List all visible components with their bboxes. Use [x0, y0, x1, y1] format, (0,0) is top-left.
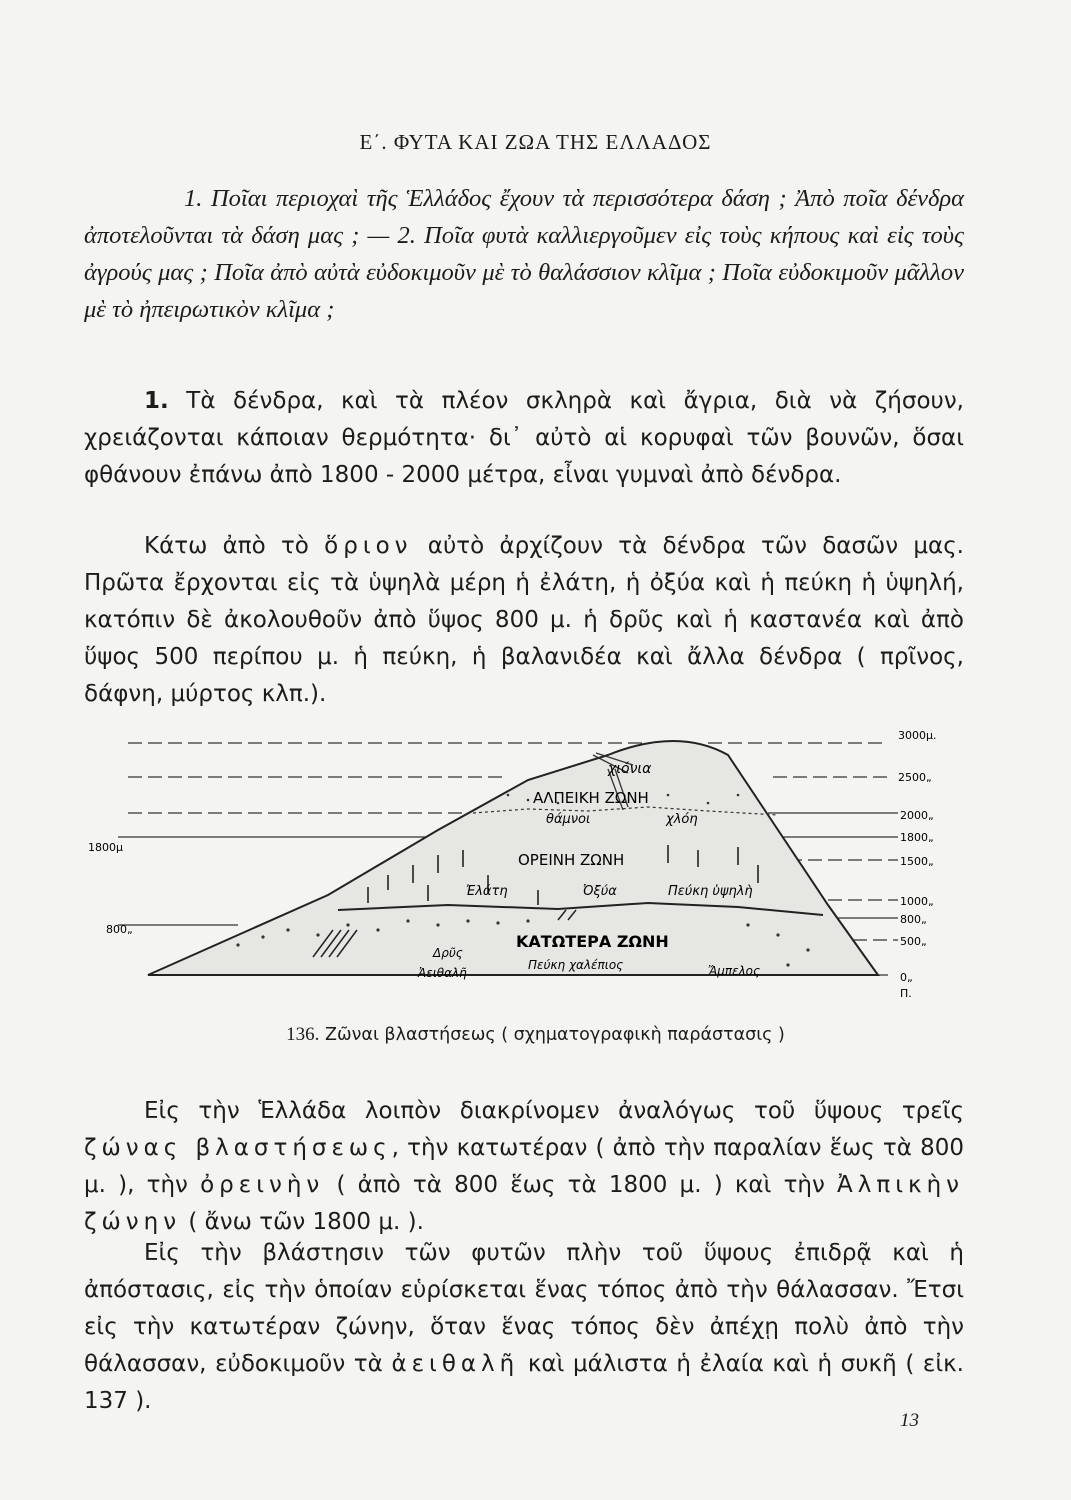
page-number: 13 — [900, 1410, 919, 1431]
emphasis-spaced: ὅριον — [324, 533, 413, 559]
snow-label: χιόνια — [608, 761, 652, 777]
left-label-1800: 1800μ — [88, 841, 123, 854]
aeithali-label: Ἀειθαλῆ — [418, 966, 467, 980]
caption-text: Ζῶναι βλαστήσεως ( σχηματογραφικὴ παράστασις ) — [324, 1025, 785, 1045]
caption-number: 136. — [286, 1024, 320, 1045]
lower-zone-label: ΚΑΤΩΤΕΡΑ ΖΩΝΗ — [516, 932, 669, 951]
paragraph-2 — [84, 528, 964, 713]
alt-label-unit: Π. — [900, 987, 912, 1000]
ampelos-label: Ἄμπελος — [708, 964, 761, 978]
alt-label-2000: 2000„ — [900, 809, 934, 822]
paragraph-3-text-b: , τὴν κατωτέραν ( ἀπὸ τὴν παραλίαν ἕως τὰ 800 μ. ), τὴν — [84, 1135, 964, 1198]
peuki-chalepios-label: Πεύκη χαλέπιος — [528, 958, 624, 972]
chloe-label: χλόη — [666, 812, 698, 827]
questions-text: 1. Ποῖαι περιοχαὶ τῆς Ἑλλάδος ἔχουν τὰ περισσότερα δάση ; Ἀπὸ ποῖα δένδρα ἀποτελοῦνται τὰ δάση μας ; — 2. Ποῖα φυτὰ καλλιεργοῦμεν εἰς τοὺς κήπους καὶ εἰς τοὺς ἀγρούς μας ; Ποῖα ἀπὸ αὐτὰ εὐδοκιμοῦν μὲ τὸ θαλάσσιον κλῖμα ; Ποῖα εὐδοκιμοῦν μᾶλλον μὲ τὸ ἠπειρωτικὸν κλῖμα ; — [84, 185, 964, 323]
alt-label-1000: 1000„ — [900, 895, 934, 908]
elati-label: Ἐλάτη — [466, 884, 508, 899]
mountain-outline — [148, 741, 878, 975]
paragraph-4-text-a: Εἰς τὴν βλάστησιν τῶν φυτῶν πλὴν τοῦ ὕψους ἐπιδρᾷ καὶ ἡ ἀπόστασις, εἰς τὴν ὁποίαν εὑρίσκεται ἕνας τόπος ἀπὸ τὴν θάλασσαν. Ἔτσι εἰς τὴν κατωτέραν ζώνην, ὅταν ἕνας τόπος δὲν ἀπέχῃ πολὺ ἀπὸ τὴν θάλασσαν, εὐδοκιμοῦν τὰ — [84, 1240, 964, 1377]
paragraph-2-text-b: αὐτὸ ἀρχίζουν τὰ δένδρα τῶν δασῶν μας. Πρῶτα ἔρχονται εἰς τὰ ὑψηλὰ μέρη ἡ ἐλάτη, ἡ ὀξύα καὶ ἡ πεύκη ἡ ὑψηλή, κατόπιν δὲ ἀκολουθοῦν ἀπὸ ὕψος 800 μ. ἡ δρῦς καὶ ἡ καστανέα καὶ ἀπὸ ὕψος 500 περίπου μ. ἡ πεύκη, ἡ βαλανιδέα καὶ ἄλλα δένδρα ( πρῖνος, δάφνη, μύρτος κλπ.). — [84, 533, 964, 707]
alt-label-500: 500„ — [900, 935, 927, 948]
paragraph-1-text: Τὰ δένδρα, καὶ τὰ πλέον σκληρὰ καὶ ἄγρια, διὰ νὰ ζήσουν, χρειάζονται κάποιαν θερμότητα· δι᾽ αὐτὸ αἱ κορυφαὶ τῶν βουνῶν, ὅσαι φθάνουν ἐπάνω ἀπὸ 1800 - 2000 μέτρα, εἶναι γυμναὶ ἀπὸ δένδρα. — [84, 388, 964, 488]
chapter-title: Ε΄. ΦΥΤΑ ΚΑΙ ΖΩΑ ΤΗΣ ΕΛΛΑΔΟΣ — [359, 130, 712, 154]
alt-label-1500: 1500„ — [900, 855, 934, 868]
alt-label-3000: 3000μ. — [898, 729, 937, 742]
thamnoi-label: θάμνοι — [546, 812, 591, 827]
alt-label-0: 0„ — [900, 971, 913, 984]
left-label-800: 800„ — [106, 923, 133, 936]
mountain-zone-label: ΟΡΕΙΝΗ ΖΩΝΗ — [518, 851, 625, 869]
paragraph-number: 1. — [144, 388, 169, 414]
paragraph-3-text-c: ( ἀπὸ τὰ 800 ἕως τὰ 1800 μ. ) καὶ τὴν — [336, 1172, 825, 1198]
paragraph-3 — [84, 1093, 964, 1241]
emphasis-alpine: Ἀλπικὴν ζώνην — [84, 1172, 965, 1235]
paragraph-4 — [84, 1235, 964, 1420]
alpine-zone-label: ΑΛΠΕΙΚΗ ΖΩΝΗ — [533, 789, 649, 807]
paragraph-1 — [84, 383, 964, 494]
paragraph-3-text-a: Εἰς τὴν Ἑλλάδα λοιπὸν διακρίνομεν ἀναλόγως τοῦ ὕψους τρεῖς — [144, 1098, 964, 1124]
figure-caption — [0, 1024, 1071, 1046]
alt-label-2500: 2500„ — [898, 771, 932, 784]
review-questions — [84, 180, 964, 328]
emphasis-oreini: ὀρεινὴν — [200, 1172, 325, 1198]
emphasis-aeithali: ἀειθαλῆ — [391, 1351, 520, 1377]
vegetation-zones-diagram — [88, 725, 968, 1025]
alt-label-1800: 1800„ — [900, 831, 934, 844]
paragraph-4-text-b: καὶ μάλιστα ἡ ἐλαία καὶ ἡ συκῆ ( εἰκ. 137 ). — [84, 1351, 964, 1414]
paragraph-2-text-a: Κάτω ἀπὸ τὸ — [144, 533, 309, 559]
emphasis-zones: ζώνας βλαστήσεως — [84, 1135, 392, 1161]
drys-label: Δρῦς — [433, 946, 463, 960]
peuki-ypsili-label: Πεύκη ὑψηλὴ — [668, 884, 753, 899]
oxya-label: Ὀξύα — [583, 884, 617, 899]
paragraph-3-text-d: ( ἄνω τῶν 1800 μ. ). — [188, 1209, 424, 1235]
alt-label-800: 800„ — [900, 913, 927, 926]
